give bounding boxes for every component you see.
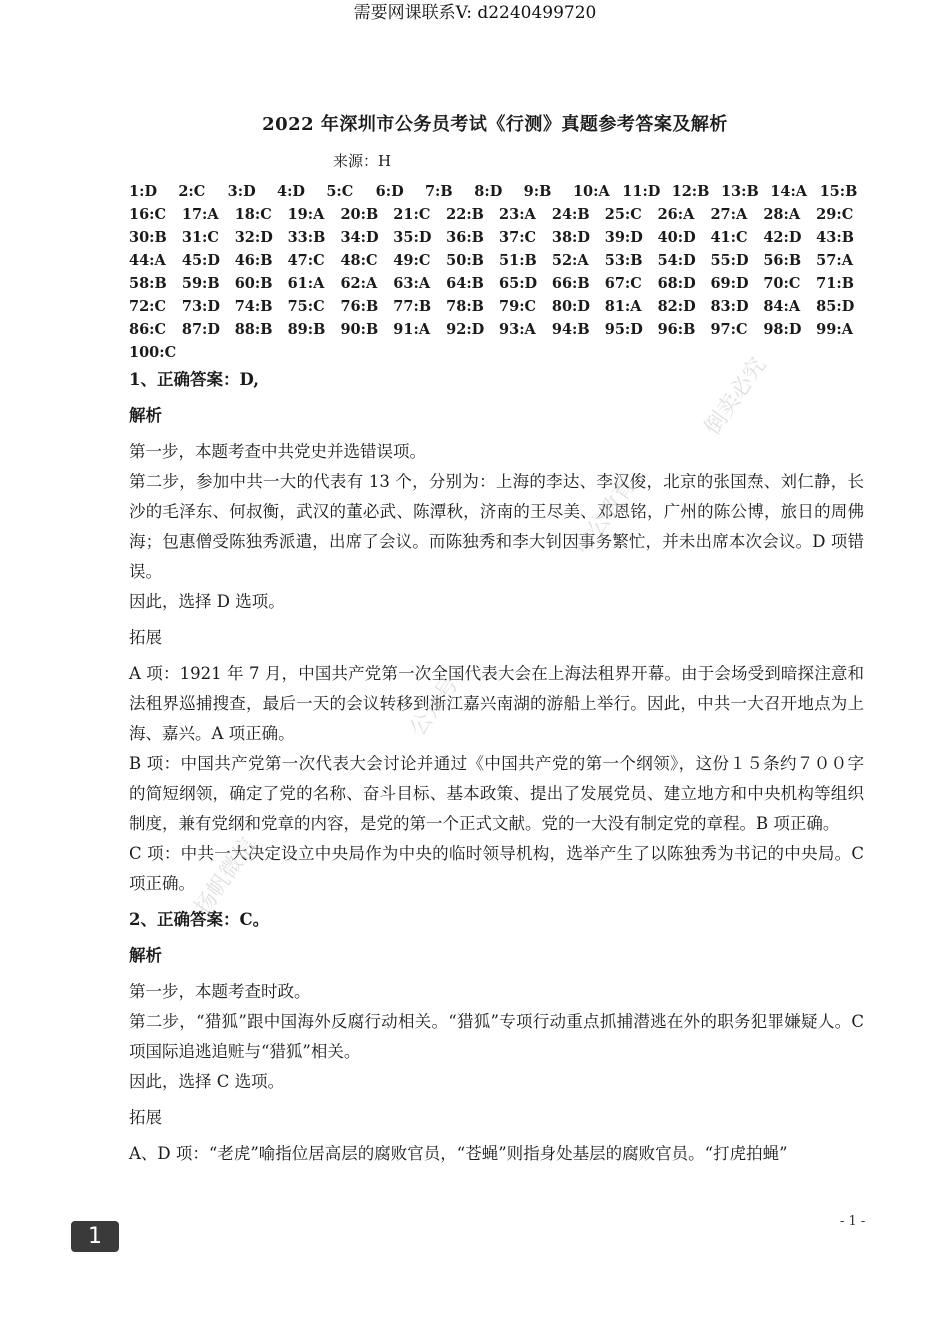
answer-cell: 98:D xyxy=(763,321,802,338)
answer-cell: 69:D xyxy=(710,275,749,292)
answer-cell: 17:A xyxy=(181,206,219,223)
answer-cell: 29:C xyxy=(816,206,854,223)
answer-cell: 61:A xyxy=(287,275,325,292)
answer-cell: 53:B xyxy=(604,252,643,269)
answer-cell: 7:B xyxy=(424,183,453,200)
answer-cell: 5:C xyxy=(326,183,354,200)
question-1-extend-label: 拓展 xyxy=(129,628,162,647)
answer-cell: 90:B xyxy=(340,321,379,338)
answer-cell: 19:A xyxy=(287,206,325,223)
answer-cell: 37:C xyxy=(499,229,537,246)
answer-cell: 41:C xyxy=(710,229,748,246)
answer-row xyxy=(129,203,869,226)
answer-cell: 76:B xyxy=(340,298,379,315)
answer-cell: 21:C xyxy=(393,206,431,223)
question-2-extend-label: 拓展 xyxy=(129,1108,162,1127)
answer-cell: 35:D xyxy=(393,229,432,246)
answer-cell: 36:B xyxy=(446,229,484,246)
watermark-text: 中公教育 xyxy=(570,473,642,560)
answer-cell: 46:B xyxy=(234,252,273,269)
answer-cell: 34:D xyxy=(340,229,379,246)
answer-cell: 62:A xyxy=(340,275,378,292)
answer-cell: 73:D xyxy=(181,298,220,315)
answer-cell: 22:B xyxy=(446,206,484,223)
answer-cell: 18:C xyxy=(234,206,272,223)
answer-cell: 93:A xyxy=(499,321,536,338)
watermark-text: 扬帆微信 xyxy=(190,833,262,920)
answer-cell: 64:B xyxy=(446,275,484,292)
question-2-analysis-label: 解析 xyxy=(129,946,162,965)
answer-cell: 44:A xyxy=(129,252,166,269)
answer-cell: 67:C xyxy=(604,275,642,292)
q2-analysis-step2: 第二步，“猎狐”跟中国海外反腐行动相关。“猎狐”专项行动重点抓捕潜逃在外的职务犯罪嫌疑人。C 项国际追逃追赃与“猎狐”相关。 xyxy=(129,1012,864,1061)
source-line: 来源：H xyxy=(333,152,392,170)
answer-cell: 27:A xyxy=(710,206,748,223)
answer-cell: 56:B xyxy=(763,252,802,269)
q1-extend-c: C 项：中共一大决定设立中央局作为中央的临时领导机构，选举产生了以陈独秀为书记的中央局。C 项正确。 xyxy=(129,844,864,893)
page-indicator-badge[interactable]: 1 xyxy=(71,1221,119,1252)
answer-cell: 55:D xyxy=(710,252,749,269)
answer-cell: 48:C xyxy=(340,252,378,269)
answer-cell: 59:B xyxy=(181,275,220,292)
answer-cell: 77:B xyxy=(393,298,432,315)
q1-analysis-step2: 第二步，参加中共一大的代表有 13 个，分别为：上海的李达、李汉俊，北京的张国焘、刘仁静，长沙的毛泽东、何叔衡，武汉的董必武、陈潭秋，济南的王尽美、邓恩铭，广州的陈公博，旅日的周佛海；包惠僧受陈独秀派遣，出席了会议。而陈独秀和李大钊因事务繁忙，并未出席本次会议。D 项错误。 xyxy=(129,472,864,581)
q1-analysis-conclusion: 因此，选择 D 选项。 xyxy=(129,592,285,611)
answer-cell: 39:D xyxy=(604,229,643,246)
answer-cell: 57:A xyxy=(816,252,853,269)
answer-cell: 100:C xyxy=(129,344,177,361)
answer-row xyxy=(129,249,869,272)
answer-cell: 33:B xyxy=(287,229,326,246)
answer-cell: 43:B xyxy=(816,229,854,246)
question-1-heading: 1、正确答案：D, xyxy=(129,370,259,389)
answer-cell: 94:B xyxy=(551,321,590,338)
answer-cell: 14:A xyxy=(770,183,808,200)
answer-row xyxy=(129,226,869,249)
answer-cell: 54:D xyxy=(657,252,696,269)
q1-extend-b: B 项：中国共产党第一次代表大会讨论并通过《中国共产党的第一个纲领》，这份１５条约７００字的简短纲领，确定了党的名称、奋斗目标、基本政策、提出了发展党员、建立地方和中央机构等组织制度，兼有党纲和党章的内容，是党的第一个正式文献。党的一大没有制定党的章程。B 项正确。 xyxy=(129,754,864,833)
answer-cell: 71:B xyxy=(816,275,854,292)
answer-cell: 25:C xyxy=(604,206,642,223)
answer-cell: 89:B xyxy=(287,321,326,338)
answer-cell: 96:B xyxy=(657,321,696,338)
answer-cell: 4:D xyxy=(276,183,306,200)
answer-row xyxy=(129,180,869,203)
answer-cell: 8:D xyxy=(474,183,503,200)
answer-cell: 78:B xyxy=(446,298,484,315)
answer-cell: 16:C xyxy=(129,206,167,223)
answer-cell: 99:A xyxy=(816,321,853,338)
answer-cell: 95:D xyxy=(604,321,643,338)
answer-cell: 84:A xyxy=(763,298,801,315)
document-title: 2022 年深圳市公务员考试《行测》真题参考答案及解析 xyxy=(262,114,728,135)
answer-cell: 15:B xyxy=(819,183,858,200)
q1-analysis-step1: 第一步，本题考查中共党史并选错误项。 xyxy=(129,442,426,461)
answer-cell: 85:D xyxy=(816,298,855,315)
q2-analysis-conclusion: 因此，选择 C 选项。 xyxy=(129,1072,285,1091)
answer-cell: 1:D xyxy=(129,183,158,200)
answer-cell: 6:D xyxy=(375,183,404,200)
question-1-analysis-label: 解析 xyxy=(129,406,162,425)
answer-cell: 24:B xyxy=(551,206,590,223)
answer-cell: 97:C xyxy=(710,321,748,338)
page-number: - 1 - xyxy=(840,1214,866,1229)
answer-cell: 11:D xyxy=(622,183,661,200)
answer-row xyxy=(129,272,869,295)
answer-cell: 66:B xyxy=(551,275,590,292)
answer-cell: 72:C xyxy=(129,298,167,315)
answer-cell: 92:D xyxy=(446,321,485,338)
answer-cell: 52:A xyxy=(551,252,589,269)
answer-cell: 20:B xyxy=(340,206,379,223)
answer-cell: 80:D xyxy=(551,298,590,315)
answer-cell: 45:D xyxy=(181,252,220,269)
answer-row xyxy=(129,318,869,341)
answer-cell: 60:B xyxy=(234,275,273,292)
answer-cell: 82:D xyxy=(657,298,696,315)
answer-cell: 87:D xyxy=(181,321,220,338)
q1-extend-a: A 项：1921 年 7 月，中国共产党第一次全国代表大会在上海法租界开幕。由于会场受到暗探注意和法租界巡捕搜查，最后一天的会议转移到浙江嘉兴南湖的游船上举行。因此，中共一大召开地点为上海、嘉兴。A 项正确。 xyxy=(129,664,864,743)
answer-cell: 50:B xyxy=(446,252,484,269)
answer-cell: 10:A xyxy=(572,183,610,200)
answer-cell: 38:D xyxy=(551,229,590,246)
answer-cell: 86:C xyxy=(129,321,167,338)
answer-cell: 68:D xyxy=(657,275,696,292)
answer-cell: 81:A xyxy=(604,298,642,315)
answer-cell: 65:D xyxy=(499,275,538,292)
explanations xyxy=(129,365,864,1169)
answer-cell: 9:B xyxy=(523,183,552,200)
watermark-text: 倒卖必究 xyxy=(700,353,772,440)
q2-extend-ad: A、D 项：“老虎”喻指位居高层的腐败官员，“苍蝇”则指身处基层的腐败官员。“打虎拍蝇” xyxy=(129,1144,788,1163)
answer-cell: 47:C xyxy=(287,252,325,269)
answer-cell: 13:B xyxy=(720,183,759,200)
watermark-text: 公众号 xyxy=(405,672,464,741)
answer-cell: 31:C xyxy=(181,229,219,246)
q2-analysis-step1: 第一步，本题考查时政。 xyxy=(129,982,311,1001)
answer-cell: 23:A xyxy=(499,206,536,223)
answer-cell: 74:B xyxy=(234,298,273,315)
answer-cell: 88:B xyxy=(234,321,273,338)
contact-banner: 需要网课联系V: d2240499720 xyxy=(353,3,597,23)
answer-cell: 28:A xyxy=(763,206,801,223)
answer-cell: 58:B xyxy=(129,275,167,292)
answer-cell: 63:A xyxy=(393,275,431,292)
question-2-heading: 2、正确答案：C。 xyxy=(129,910,270,929)
answer-cell: 40:D xyxy=(657,229,696,246)
answer-cell: 91:A xyxy=(393,321,431,338)
answer-cell: 75:C xyxy=(287,298,325,315)
answer-row xyxy=(129,295,869,318)
answer-cell: 49:C xyxy=(393,252,431,269)
answer-cell: 51:B xyxy=(499,252,537,269)
answer-cell: 79:C xyxy=(499,298,537,315)
answer-cell: 70:C xyxy=(763,275,801,292)
answer-cell: 12:B xyxy=(671,183,710,200)
answer-cell: 32:D xyxy=(234,229,273,246)
answer-cell: 26:A xyxy=(657,206,695,223)
answer-cell: 42:D xyxy=(763,229,802,246)
answer-cell: 3:D xyxy=(227,183,256,200)
answer-cell: 83:D xyxy=(710,298,749,315)
answer-cell: 2:C xyxy=(178,183,206,200)
answer-key-grid xyxy=(129,180,869,364)
answer-cell: 30:B xyxy=(129,229,167,246)
